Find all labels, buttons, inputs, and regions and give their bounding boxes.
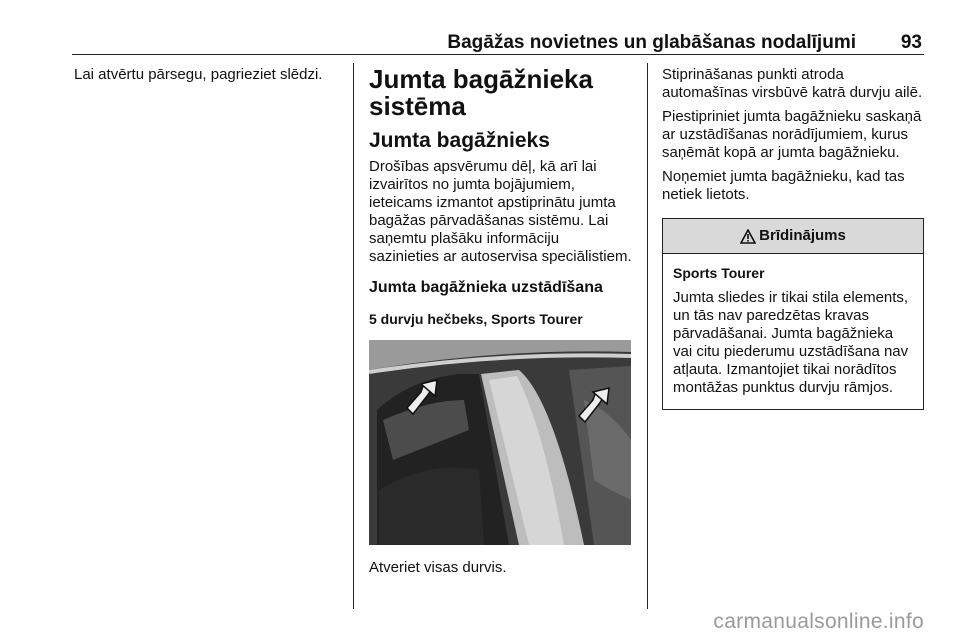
remove-paragraph: Noņemiet jumta bagāžnieku, kad tas netiek lietots. — [662, 168, 905, 203]
variant-heading: 5 durvju hečbeks, Sports Tourer — [369, 311, 583, 327]
page-number: 93 — [900, 32, 922, 53]
warning-text: Jumta sliedes ir tikai stila elements, un tās nav paredzētas kravas pārvadāšanai. Jumta bagāžnieka vai citu piederumu uzstādīšana nav atļauta. Izmantojiet tikai norādītos montāžas punktus durvju rāmjos. — [673, 289, 909, 396]
warning-header — [663, 219, 923, 254]
cover-instruction: Lai atvērtu pārsegu, pagrieziet slēdzi. — [74, 66, 323, 83]
intro-paragraph: Drošības apsvērumu dēļ, kā arī lai izvairītos no jumta bojājumiem, ieteicams izmantot apstiprinātu jumta bagāžas pārvadāšanas sistēmu. Lai saņemtu plašāku informāciju sazinieties ar autoservisa speciālistiem. — [369, 158, 632, 265]
column-left — [74, 66, 344, 90]
column-divider-right — [647, 63, 648, 609]
warning-subtitle: Sports Tourer — [673, 265, 765, 281]
watermark: carmanualsonline.info — [713, 610, 924, 633]
install-heading: Jumta bagāžnieka uzstādīšana — [369, 279, 603, 296]
figure-caption: Atveriet visas durvis. — [369, 559, 507, 576]
header-divider — [72, 54, 924, 55]
section-title: Jumta bagāžnieka sistēma — [369, 64, 593, 121]
page-header-title: Bagāžas novietnes un glabāšanas nodalījumi — [447, 32, 856, 53]
warning-triangle-icon — [740, 229, 756, 244]
column-middle — [369, 66, 633, 583]
subsection-title: Jumta bagāžnieks — [369, 129, 550, 152]
column-divider-left — [353, 63, 354, 609]
warning-body — [663, 254, 923, 409]
mounting-points-paragraph: Stiprināšanas punkti atroda automašīnas virsbūvē katrā durvju ailē. — [662, 66, 923, 101]
attach-paragraph: Piestipriniet jumta bagāžnieku saskaņā ar uzstādīšanas norādījumiem, kurus saņēmāt kopā ar jumta bagāžnieku. — [662, 108, 922, 161]
warning-title: Brīdinājums — [759, 227, 846, 244]
warning-box — [662, 218, 924, 410]
column-right — [662, 66, 924, 410]
door-frame-illustration — [369, 340, 631, 545]
